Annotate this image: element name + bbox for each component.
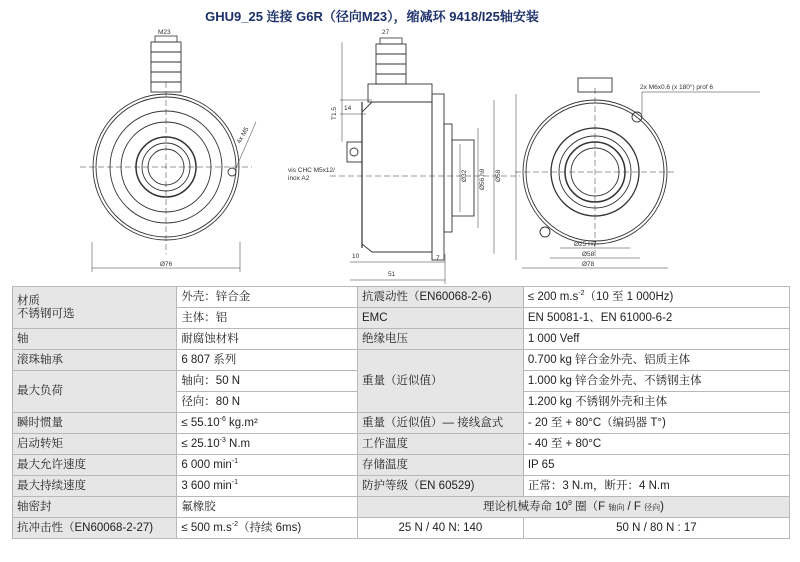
value-cell: - 20 至 + 80°C（编码器 T°) xyxy=(523,413,789,434)
table-row xyxy=(13,371,366,392)
label-material xyxy=(13,287,177,329)
value-cell: 正常：3 N.m，断开：4 N.m xyxy=(523,476,789,497)
dim-51: 51 xyxy=(388,271,396,278)
label-cell: 重量（近似值）— 接线盒式 xyxy=(358,413,524,434)
dim-m23: M23 xyxy=(158,29,171,36)
table-row xyxy=(13,434,366,455)
screw-note-1: vis CHC M5x12/ xyxy=(288,167,335,174)
label-cell: 绝缘电压 xyxy=(358,329,524,350)
dim-d32: Ø32 xyxy=(461,169,468,182)
table-row xyxy=(13,287,366,308)
table-row xyxy=(358,287,790,308)
dim-t1: T1.5 xyxy=(331,106,338,120)
value-cell: 氟橡胶 xyxy=(177,497,366,518)
value-cell: 轴向：50 N xyxy=(177,371,366,392)
table-row xyxy=(13,497,366,518)
spec-table-right xyxy=(357,286,790,539)
value-cell: - 40 至 + 80°C xyxy=(523,434,789,455)
value-cell: 3 600 $\min^{-1}$ xyxy=(177,476,366,497)
value-cell: ≤ $25.10^{-3}$ N.m xyxy=(177,434,366,455)
table-row xyxy=(13,413,366,434)
label-cell: 存储温度 xyxy=(358,455,524,476)
value-cell: 耐腐蚀材料 xyxy=(177,329,366,350)
label-cell: 最大负荷 xyxy=(13,371,177,413)
label-cell: 轴密封 xyxy=(13,497,177,518)
label-cell: 瞬时惯量 xyxy=(13,413,177,434)
label-cell: 启动转矩 xyxy=(13,434,177,455)
dim-d25: Ø25 H7 xyxy=(574,241,597,248)
value-cell: 外壳：锌合金 xyxy=(177,287,366,308)
table-row xyxy=(13,476,366,497)
value-cell: 6 807 系列 xyxy=(177,350,366,371)
value-cell: 径向：80 N xyxy=(177,392,366,413)
label-cell: 防护等级（EN 60529) xyxy=(358,476,524,497)
dim-14: 14 xyxy=(344,105,352,112)
label-cell: 最大允许速度 xyxy=(13,455,177,476)
label-cell: 最大持续速度 xyxy=(13,476,177,497)
screw-note-2: inox A2 xyxy=(288,175,310,182)
value-cell: 0.700 kg 锌合金外壳、铝质主体 xyxy=(523,350,789,371)
dim-m5: 4x M5 xyxy=(235,126,251,145)
page-title: GHU9_25 连接 G6R（径向M23），缩减环 9418/I25轴安装 xyxy=(205,9,539,24)
technical-drawing xyxy=(0,22,800,284)
label-cell: EMC xyxy=(358,308,524,329)
table-row xyxy=(358,518,790,539)
dim-side-d58: Ø58 xyxy=(495,169,502,182)
table-row xyxy=(358,497,790,518)
label-text: 材质 xyxy=(17,294,40,307)
table-row xyxy=(358,455,790,476)
value-cell: 1 000 Veff xyxy=(523,329,789,350)
table-row xyxy=(13,455,366,476)
value-cell: ≤ $55.10^{-6}$ kg.m² xyxy=(177,413,366,434)
dim-d56: Ø56 h9 xyxy=(479,168,486,190)
table-row xyxy=(358,350,790,371)
value-cell: ≤ 200 $m.s^{-2}(10$ 至 1 000Hz) xyxy=(523,287,789,308)
label-cell: 抗冲击性（EN60068-2-27) xyxy=(13,518,177,539)
table-row xyxy=(358,476,790,497)
dim-10: 10 xyxy=(352,253,360,260)
side-view xyxy=(330,38,520,284)
spec-table-left xyxy=(12,286,366,539)
dim-d27: 27 xyxy=(382,29,390,36)
dim-rear-d78: Ø78 xyxy=(582,261,595,268)
label-text: 不锈钢可选 xyxy=(17,307,75,320)
dim-front-d76: Ø76 xyxy=(160,261,173,268)
value-cell: IP 65 xyxy=(523,455,789,476)
label-cell: 抗震动性（EN60068-2-6) xyxy=(358,287,524,308)
life-header: 理论机械寿命 $10^9$ 圈（F 轴向 / F 径向) xyxy=(358,497,790,518)
value-cell: ≤ 500 $m.s^{-2}$（持续 6ms) xyxy=(177,518,366,539)
value-cell: 1.000 kg 锌合金外壳、不锈钢主体 xyxy=(523,371,789,392)
life-value-2: 50 N / 80 N : 17 xyxy=(523,518,789,539)
value-cell: EN 50081-1、EN 61000-6-2 xyxy=(523,308,789,329)
front-view xyxy=(80,36,256,272)
dim-7: 7 xyxy=(436,255,440,262)
value-cell: 主体：铝 xyxy=(177,308,366,329)
table-row xyxy=(358,329,790,350)
label-cell: 工作温度 xyxy=(358,434,524,455)
table-row xyxy=(358,434,790,455)
table-row xyxy=(13,518,366,539)
label-cell: 轴 xyxy=(13,329,177,350)
table-row xyxy=(13,350,366,371)
table-row xyxy=(358,308,790,329)
life-value-1: 25 N / 40 N: 140 xyxy=(358,518,524,539)
value-cell: 1.200 kg 不锈钢外壳和主体 xyxy=(523,392,789,413)
table-row xyxy=(13,329,366,350)
label-cell: 重量（近似值） xyxy=(358,350,524,413)
value-cell: 6 000 $\min^{-1}$ xyxy=(177,455,366,476)
label-cell: 滚珠轴承 xyxy=(13,350,177,371)
dim-rear-d58: Ø58 xyxy=(582,251,595,258)
rear-view xyxy=(515,78,760,268)
dim-thread: 2x M6x0.6 (x 180°) prof 6 xyxy=(640,84,714,91)
table-row xyxy=(358,413,790,434)
